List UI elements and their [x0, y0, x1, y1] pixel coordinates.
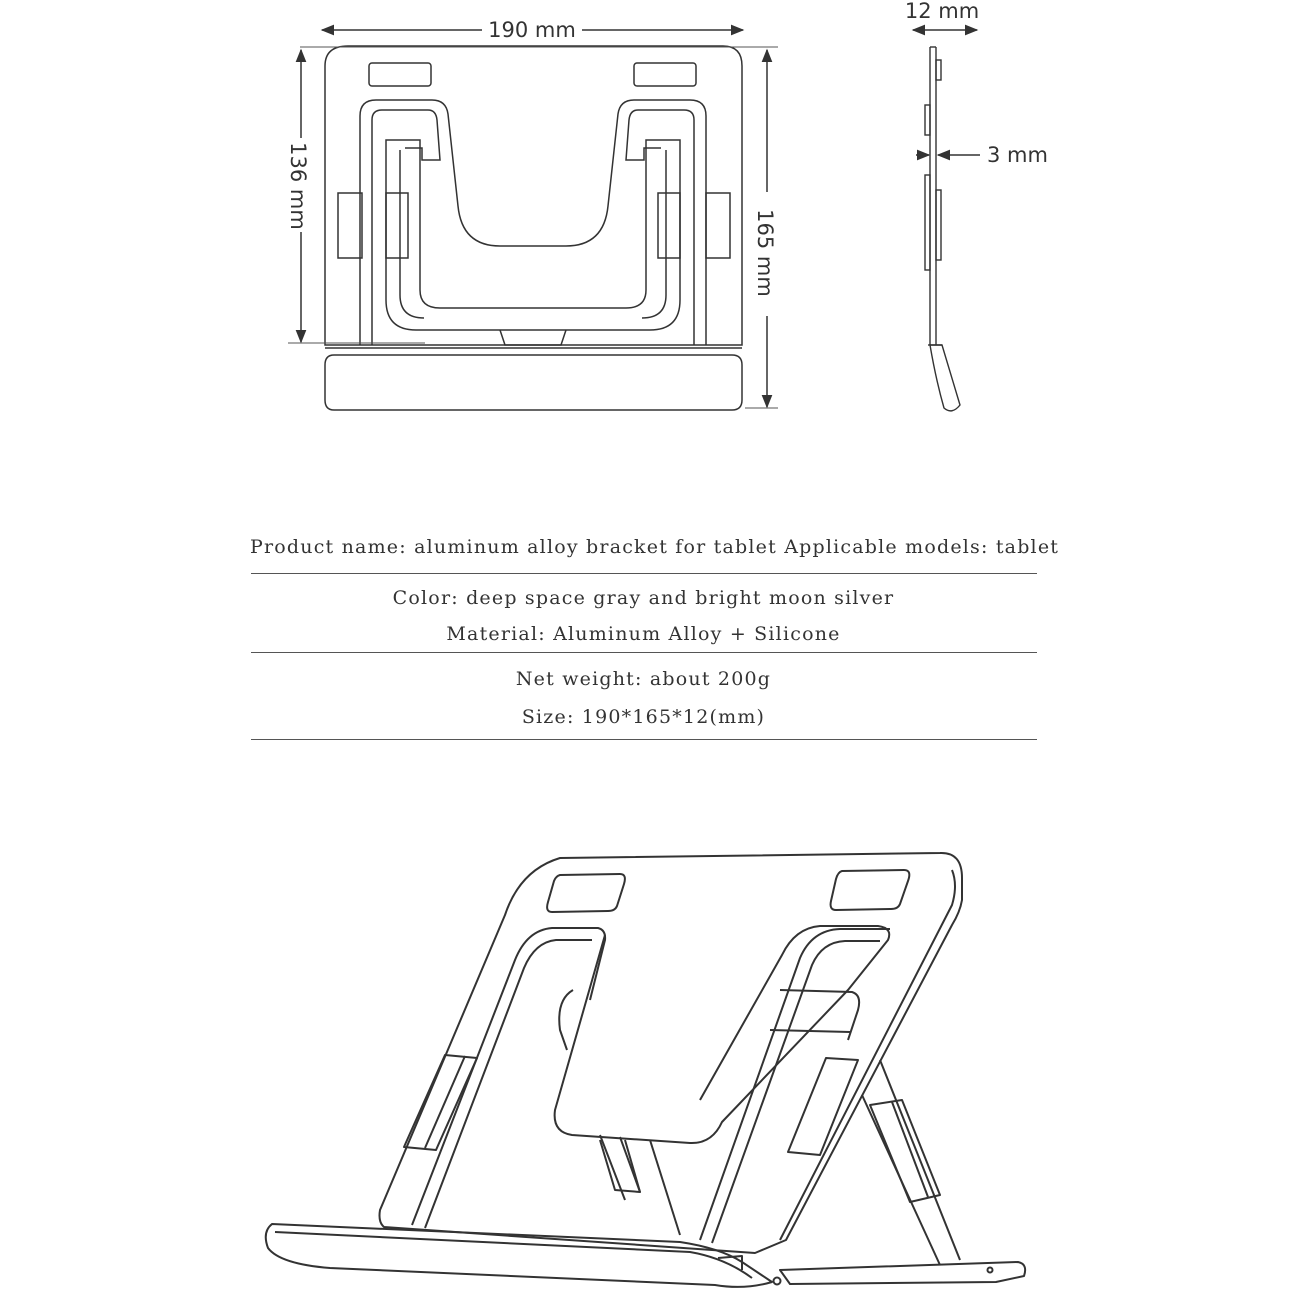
- dim-width: [300, 18, 778, 47]
- hinge-right-outer: [706, 193, 730, 258]
- spec-material: Material: Aluminum Alloy + Silicone: [446, 623, 841, 645]
- u-frame-inner: [372, 110, 440, 345]
- total-height-label: 165 mm: [753, 209, 777, 297]
- divider: [251, 573, 1037, 574]
- spec-net-weight: Net weight: about 200g: [515, 668, 772, 690]
- spec-product-name: Product name: aluminum alloy bracket for tablet Applicable models: tablet: [250, 536, 1060, 558]
- width-label: 190 mm: [488, 18, 576, 42]
- side-view: [925, 47, 960, 411]
- hinge-left-outer: [338, 193, 362, 258]
- thickness-label: 3 mm: [987, 143, 1048, 167]
- dim-depth: [905, 0, 979, 30]
- top-pad-left: [369, 63, 431, 86]
- divider: [251, 652, 1037, 653]
- spec-color: Color: deep space gray and bright moon silver: [392, 587, 895, 609]
- dim-total-height: [745, 50, 778, 408]
- divider: [251, 739, 1037, 740]
- base-tray: [325, 355, 742, 410]
- depth-label: 12 mm: [904, 0, 980, 23]
- side-foot: [930, 345, 960, 411]
- top-pad-right: [634, 63, 696, 86]
- front-view: [325, 46, 742, 410]
- kickstand: [386, 140, 680, 330]
- spec-size: Size: 190*165*12(mm): [521, 706, 766, 728]
- dim-front-height: [286, 50, 425, 343]
- front-height-label: 136 mm: [286, 142, 310, 230]
